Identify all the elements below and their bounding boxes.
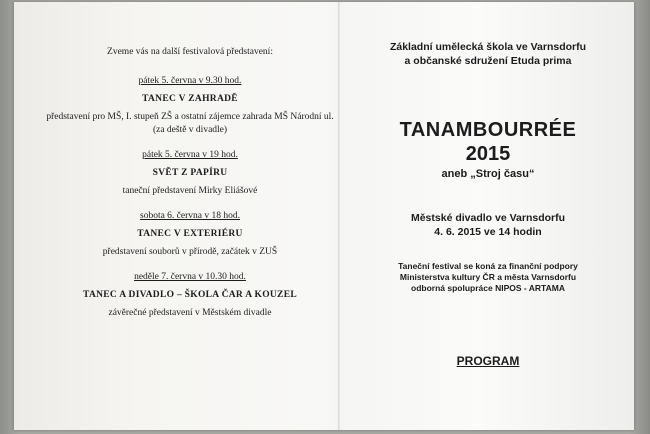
event-name: TANEC V EXTERIÉRU <box>137 229 243 239</box>
event-date: neděle 7. června v 10.30 hod. <box>134 272 246 282</box>
event-4 <box>40 271 340 320</box>
invitation-text: Zveme vás na další festivalová představení: <box>107 47 273 57</box>
support-line-1: Taneční festival se koná za finanční podpory <box>398 261 578 271</box>
organizer-line-2: a občanské sdružení Etuda prima <box>404 55 572 67</box>
event-datetime: 4. 6. 2015 ve 14 hodin <box>434 226 542 238</box>
venue: Městské divadlo ve Varnsdorfu <box>410 212 566 224</box>
event-date: pátek 5. června v 19 hod. <box>142 150 238 160</box>
event-description: taneční představení Mirky Eliášové <box>122 186 258 196</box>
festival-year: 2015 <box>465 143 511 165</box>
event-3 <box>40 210 340 259</box>
festival-subtitle: aneb „Stroj času“ <box>441 168 535 180</box>
program-heading: PROGRAM <box>456 354 520 368</box>
festival-title: TANAMBOURRÉE <box>399 119 577 141</box>
event-description: závěrečné představení v Městském divadle <box>108 308 272 318</box>
left-page <box>40 46 340 332</box>
event-2 <box>40 149 340 198</box>
right-page <box>356 40 620 368</box>
event-date: sobota 6. června v 18 hod. <box>140 211 240 221</box>
support-line-2: Ministerstva kultury ČR a města Varnsdorfu <box>399 272 577 282</box>
event-name: SVĚT Z PAPÍRU <box>152 168 228 178</box>
event-name: TANEC V ZAHRADĚ <box>142 94 238 104</box>
organizer-line-1: Základní umělecká škola ve Varnsdorfu <box>389 41 587 53</box>
event-1 <box>40 75 340 137</box>
event-date: pátek 5. června v 9.30 hod. <box>138 76 242 86</box>
support-line-3: odborná spolupráce NIPOS - ARTAMA <box>411 283 565 293</box>
event-name: TANEC A DIVADLO – ŠKOLA ČAR A KOUZEL <box>83 290 297 300</box>
event-description: představení souborů v přírodě, začátek v ZUŠ <box>102 247 278 257</box>
event-description: představení pro MŠ, I. stupeň ZŠ a ostatní zájemce zahrada MŠ Národní ul. (za deště v divadle) <box>46 112 334 135</box>
